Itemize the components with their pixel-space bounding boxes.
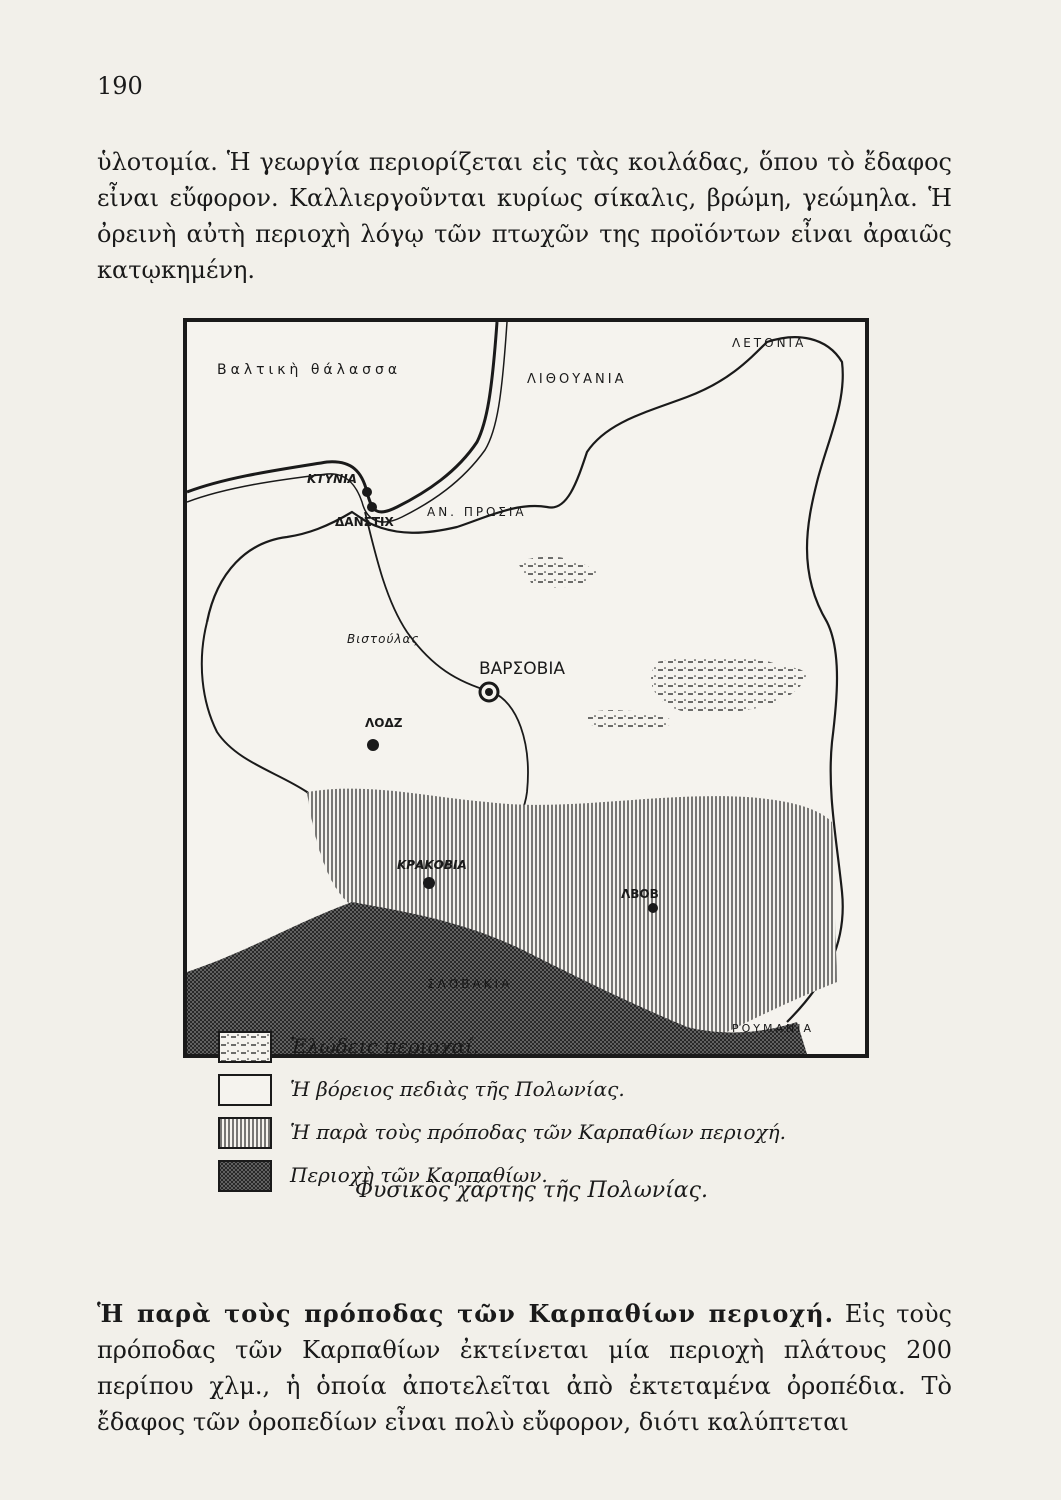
label-prussia: ΑΝ. ΠΡΩΣΙΑ: [427, 505, 527, 519]
label-lithuania: ΛΙΘΟΥΑΝΙΑ: [527, 372, 627, 387]
label-sea: Βαλτικὴ θάλασσα: [217, 362, 402, 378]
legend-swatch-foothill: [218, 1117, 272, 1149]
label-romania: ΡΟΥΜΑΝΙΑ: [732, 1022, 815, 1035]
city-gdynia: ΚΤΥΝΙΑ: [307, 472, 357, 486]
city-lodz: ΛΟΔΖ: [365, 716, 403, 730]
city-warsaw: ΒΑΡΣΟΒΙΑ: [479, 659, 565, 679]
city-marker-krakow: [423, 877, 435, 889]
city-lvov: ΛΒΟΒ: [621, 887, 659, 901]
legend-label-foothill: Ἡ παρὰ τοὺς πρόποδας τῶν Καρπαθίων περιοχή.: [290, 1120, 786, 1144]
marsh-region-east: [651, 657, 807, 713]
page-number: 190: [97, 72, 143, 100]
legend-swatch-plain: [218, 1074, 272, 1106]
paragraph-bottom: [97, 1296, 952, 1440]
city-marker-danzig: [367, 502, 377, 512]
paragraph-bottom-lead: Ἡ παρὰ τοὺς πρόποδας τῶν Καρπαθίων περιοχή.: [97, 1299, 834, 1328]
paragraph-bottom-rest: Εἰς τοὺς πρόποδας τῶν Καρπαθίων ἐκτείνεται μία περιοχὴ πλάτους 200 περίπου χλμ., ἡ ὁποία ἀποτελεῖται ἀπὸ ἐκτεταμένα ὀροπέδια. Τὸ ἔδαφος τῶν ὀροπεδίων εἶναι πολὺ εὔφορον, διότι καλύπτεται: [97, 1300, 952, 1436]
city-marker-lodz: [367, 739, 379, 751]
label-slovakia: ΣΛΟΒΑΚΙΑ: [427, 977, 513, 991]
city-marker-warsaw-center: [485, 688, 493, 696]
legend-swatch-marsh: [218, 1031, 272, 1063]
marsh-region-south: [587, 710, 677, 730]
physical-map: [183, 318, 869, 1058]
legend-label-plain: Ἡ βόρειος πεδιὰς τῆς Πολωνίας.: [290, 1077, 625, 1101]
city-danzig: ΔΑΝΣΤΙΧ: [335, 515, 394, 529]
label-latvia: ΛΕΤΟΝΙΑ: [732, 336, 807, 350]
legend-label-marsh: Ἑλώδεις περιοχαί.: [290, 1034, 480, 1058]
marsh-region-north: [517, 557, 597, 588]
legend-item-foothill: [218, 1117, 818, 1147]
legend-swatch-carpathian: [218, 1160, 272, 1192]
legend-item-marsh: [218, 1031, 818, 1061]
legend-item-plain: [218, 1074, 818, 1104]
label-vistula: Βιστούλας: [347, 632, 420, 646]
city-marker-gdynia: [362, 487, 372, 497]
baltic-coastline-inner: [187, 322, 507, 522]
map-drawing: [187, 322, 865, 1054]
city-krakow: ΚΡΑΚΟΒΙΑ: [397, 858, 467, 872]
paragraph-top: ὑλοτομία. Ἡ γεωργία περιορίζεται εἰς τὰς κοιλάδας, ὅπου τὸ ἔδαφος εἶναι εὔφορον. Καλλιεργοῦνται κυρίως σίκαλις, βρώμη, γεώμηλα. Ἡ ὀρεινὴ αὐτὴ περιοχὴ λόγῳ τῶν πτωχῶν της προϊόντων εἶναι ἀραιῶς κατῳκημένη.: [97, 148, 952, 284]
legend-label-carpathian: Περιοχὴ τῶν Καρπαθίων.: [290, 1163, 548, 1187]
map-caption: Φυσικὸς χάρτης τῆς Πολωνίας.: [355, 1178, 708, 1203]
city-marker-lvov: [648, 903, 658, 913]
